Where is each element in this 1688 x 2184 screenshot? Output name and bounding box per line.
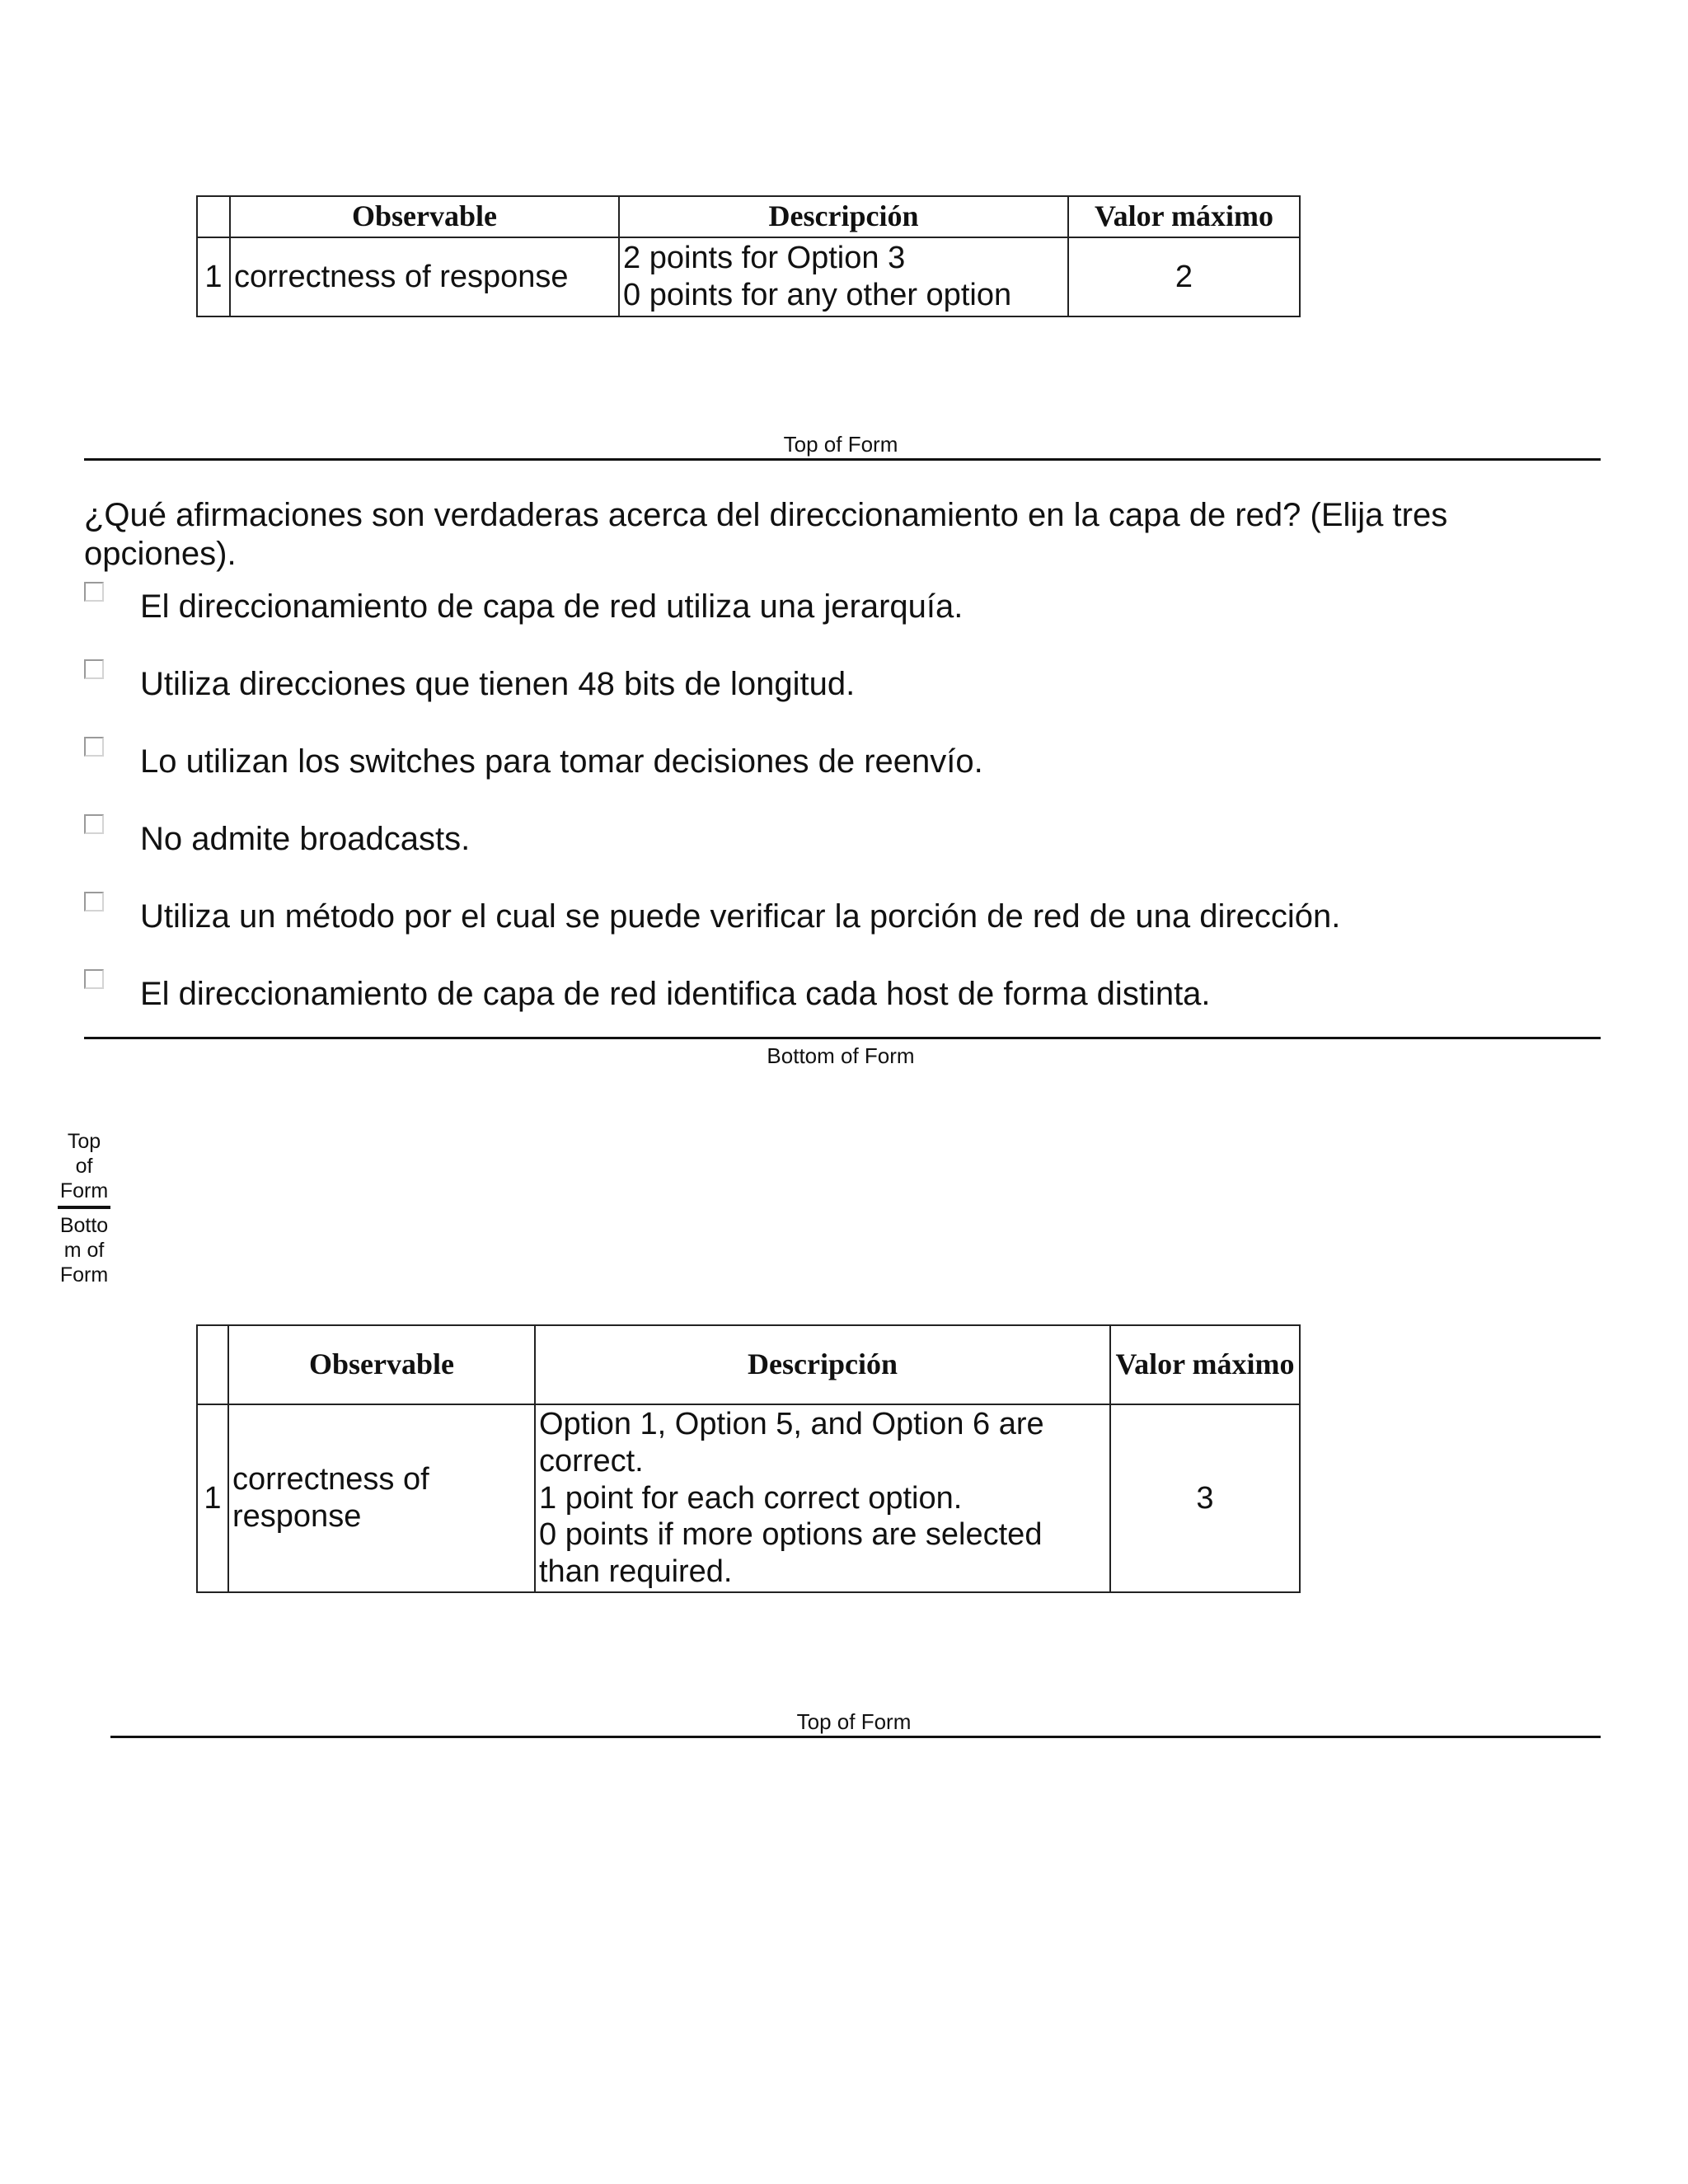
form-top-rule xyxy=(110,1736,1601,1738)
option-2-checkbox[interactable] xyxy=(84,659,104,679)
table-row xyxy=(197,237,1300,316)
row-number: 1 xyxy=(197,237,230,316)
side-top-line: Form xyxy=(59,1179,109,1202)
table-row xyxy=(197,1404,1300,1592)
side-top-of-form xyxy=(49,1129,119,1203)
side-bottom-line: m of xyxy=(63,1239,105,1262)
header-observable: Observable xyxy=(230,196,619,237)
side-bottom-of-form xyxy=(49,1213,119,1287)
description-line: 1 point for each correct option. xyxy=(539,1480,963,1516)
option-6-label[interactable]: El direccionamiento de capa de red identifica cada host de forma distinta. xyxy=(140,976,1211,1012)
max-value-cell: 3 xyxy=(1110,1404,1300,1592)
header-valor-maximo: Valor máximo xyxy=(1068,196,1300,237)
top-of-form-label: Top of Form xyxy=(783,432,898,457)
description-line: 0 points if more options are selected than required. xyxy=(539,1517,1043,1590)
rubric-table-1 xyxy=(196,195,1301,317)
option-1-label[interactable]: El direccionamiento de capa de red utiliza una jerarquía. xyxy=(140,588,964,625)
side-bottom-line: Form xyxy=(59,1263,109,1286)
max-value-cell: 2 xyxy=(1068,237,1300,316)
header-cell-blank xyxy=(197,1325,228,1404)
side-bottom-line: Botto xyxy=(59,1214,109,1237)
form-bottom-rule xyxy=(84,1037,1601,1039)
option-2[interactable] xyxy=(84,659,1485,709)
option-2-label[interactable]: Utiliza direcciones que tienen 48 bits de longitud. xyxy=(140,666,856,702)
option-5[interactable] xyxy=(84,892,1485,941)
option-3[interactable] xyxy=(84,737,1485,786)
option-4[interactable] xyxy=(84,814,1485,864)
observable-cell: correctness of response xyxy=(230,237,619,316)
side-top-line: Top xyxy=(67,1130,101,1153)
form-top-rule xyxy=(84,458,1601,461)
option-3-checkbox[interactable] xyxy=(84,737,104,757)
header-descripcion: Descripción xyxy=(535,1325,1110,1404)
table-header-row xyxy=(197,196,1300,237)
option-5-checkbox[interactable] xyxy=(84,892,104,912)
option-6-checkbox[interactable] xyxy=(84,969,104,989)
description-cell xyxy=(535,1404,1110,1592)
option-3-label[interactable]: Lo utilizan los switches para tomar decisiones de reenvío. xyxy=(140,743,983,780)
side-form-rule xyxy=(58,1206,110,1209)
observable-cell: correctness of response xyxy=(228,1404,535,1592)
option-4-label[interactable]: No admite broadcasts. xyxy=(140,821,471,857)
table-header-row xyxy=(197,1325,1300,1404)
option-1[interactable] xyxy=(84,582,1485,631)
option-5-label[interactable]: Utiliza un método por el cual se puede verificar la porción de red de una dirección. xyxy=(140,898,1341,935)
description-cell xyxy=(619,237,1068,316)
rubric-table-2 xyxy=(196,1324,1301,1593)
header-cell-blank xyxy=(197,196,230,237)
bottom-of-form-label: Bottom of Form xyxy=(767,1043,915,1068)
header-observable: Observable xyxy=(228,1325,535,1404)
header-valor-maximo: Valor máximo xyxy=(1110,1325,1300,1404)
option-6[interactable] xyxy=(84,969,1485,1019)
top-of-form-label: Top of Form xyxy=(796,1709,912,1734)
description-line: Option 1, Option 5, and Option 6 are correct. xyxy=(539,1406,1044,1479)
row-number: 1 xyxy=(197,1404,228,1592)
header-descripcion: Descripción xyxy=(619,196,1068,237)
description-line: 2 points for Option 3 xyxy=(623,241,906,276)
side-top-line: of xyxy=(75,1155,93,1178)
question-text: ¿Qué afirmaciones son verdaderas acerca del direccionamiento en la capa de red? (Elija tres opciones). xyxy=(84,497,1448,573)
option-4-checkbox[interactable] xyxy=(84,814,104,834)
description-line: 0 points for any other option xyxy=(623,278,1012,312)
option-1-checkbox[interactable] xyxy=(84,582,104,602)
